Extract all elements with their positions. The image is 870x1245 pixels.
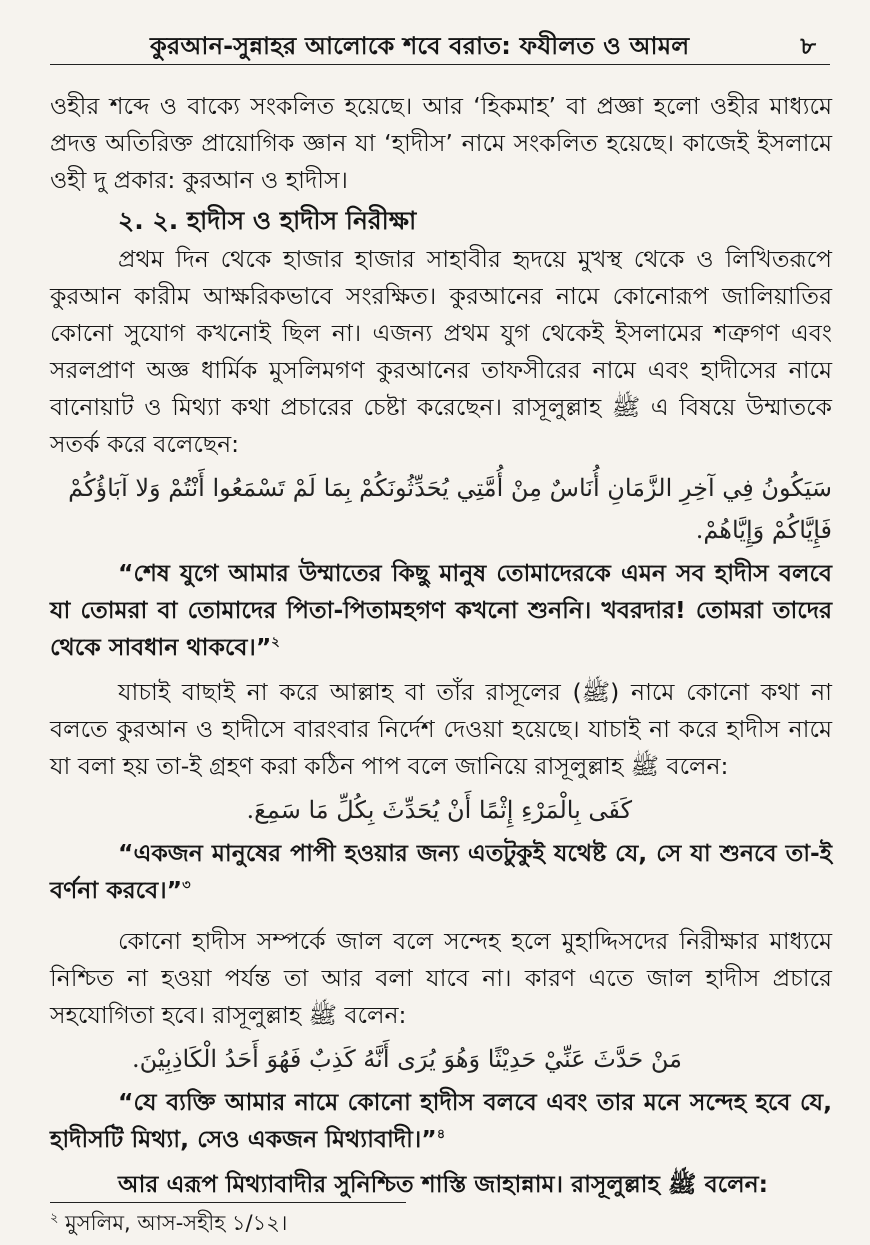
footnote-ref-3: ৩ <box>182 878 191 894</box>
translation-2-text: “একজন মানুষের পাপী হওয়ার জন্য এতটুকুই যথেষ্ট যে, সে যা শুনবে তা-ই বর্ণনা করবে।” <box>50 839 832 904</box>
section-heading: ২. ২. হাদীস ও হাদীস নিরীক্ষা <box>118 206 417 235</box>
translation-2 <box>50 835 832 909</box>
paragraph-punishment: আর এরূপ মিথ্যাবাদীর সুনিশ্চিত শাস্তি জাহান্নাম। রাসূলুল্লাহ ﷺ বলেন: <box>118 1170 769 1198</box>
footnote-marker: ২ <box>50 1211 59 1226</box>
footnote-ref-4: ৪ <box>436 1127 446 1143</box>
footnote-rule <box>50 1202 406 1203</box>
paragraph-suspicion: কোনো হাদীস সম্পর্কে জাল বলে সন্দেহ হলে মুহাদ্দিসদের নিরীক্ষার মাধ্যমে নিশ্চিত না হওয়া পর্যন্ত তা আর বলা যাবে না। কারণ এতে জাল হাদীস প্রচারে সহযোগিতা হবে। রাসূলুল্লাহ ﷺ বলেন: <box>50 927 832 1029</box>
arabic-hadith-2: كَفَى بِالْمَرْءِ إِثْمًا أَنْ يُحَدِّثَ بِكُلِّ مَا سَمِعَ. <box>246 796 632 824</box>
translation-3 <box>50 1084 832 1158</box>
footnote-text: মুসলিম, আস-সহীহ ১/১২। <box>65 1211 288 1235</box>
page-number: ৮ <box>800 32 816 60</box>
translation-1-text: “শেষ যুগে আমার উম্মাতের কিছু মানুষ তোমাদেরকে এমন সব হাদীস বলবে যা তোমরা বা তোমাদের পিতা-পিতামহগণ কখনো শুননি। খবরদার! তোমরা তাদের থেকে সাবধান থাকবে।” <box>50 559 832 661</box>
arabic-hadith-3: مَنْ حَدَّثَ عَنِّيْ حَدِيْثًا وَهُوَ يُرَى أَنَّهُ كَذِبٌ فَهُوَ أَحَدُ الْكَاذِبِيْنَ. <box>132 1045 682 1073</box>
header-title: কুরআন-সুন্নাহর আলোকে শবে বরাত: ফযীলত ও আমল <box>150 32 690 60</box>
translation-1 <box>50 555 832 666</box>
running-header <box>50 22 830 62</box>
paragraph-verification: যাচাই বাছাই না করে আল্লাহ বা তাঁর রাসূলের (ﷺ) নামে কোনো কথা না বলতে কুরআন ও হাদীসে বারংবার নির্দেশ দেওয়া হয়েছে। যাচাই না করে হাদীস নামে যা বলা হয় তা-ই গ্রহণ করা কঠিন পাপ বলে জানিয়ে রাসূলুল্লাহ ﷺ বলেন: <box>50 678 832 780</box>
header-rule <box>50 64 830 65</box>
footnote-2 <box>50 1208 287 1238</box>
page-body <box>50 88 832 1203</box>
translation-3-text: “যে ব্যক্তি আমার নামে কোনো হাদীস বলবে এবং তার মনে সন্দেহ হবে যে, হাদীসটি মিথ্যা, সেও একজন মিথ্যাবাদী।” <box>50 1088 832 1153</box>
paragraph-wahi: ওহীর শব্দে ও বাক্যে সংকলিত হয়েছে। আর ‘হিকমাহ’ বা প্রজ্ঞা হলো ওহীর মাধ্যমে প্রদত্ত অতিরিক্ত প্রায়োগিক জ্ঞান যা ‘হাদীস’ নামে সংকলিত হয়েছে। কাজেই ইসলামে ওহী দু প্রকার: কুরআন ও হাদীস। <box>50 92 832 194</box>
arabic-hadith-1: سَيَكُونُ فِي آخِرِ الزَّمَانِ أُنَاسٌ مِنْ أُمَّتِي يُحَدِّثُونَكُمْ بِمَا لَمْ تَسْمَعُوا أَنْتُمْ وَلا آبَاؤُكُمْ فَإِيَّاكُمْ وَإِيَّاهُمْ. <box>68 474 832 544</box>
paragraph-quran-preservation: প্রথম দিন থেকে হাজার হাজার সাহাবীর হৃদয়ে মুখস্থ থেকে ও লিখিতরূপে কুরআন কারীম আক্ষরিকভাবে সংরক্ষিত। কুরআনের নামে কোনোরূপ জালিয়াতির কোনো সুযোগ কখনোই ছিল না। এজন্য প্রথম যুগ থেকেই ইসলামের শত্রুগণ এবং সরলপ্রাণ অজ্ঞ ধার্মিক মুসলিমগণ কুরআনের তাফসীরের নামে এবং হাদীসের নামে বানোয়াট ও মিথ্যা কথা প্রচারের চেষ্টা করেছেন। রাসূলুল্লাহ ﷺ এ বিষয়ে উম্মাতকে সতর্ক করে বলেছেন: <box>50 245 832 458</box>
footnote-ref-2: ২ <box>271 635 280 651</box>
